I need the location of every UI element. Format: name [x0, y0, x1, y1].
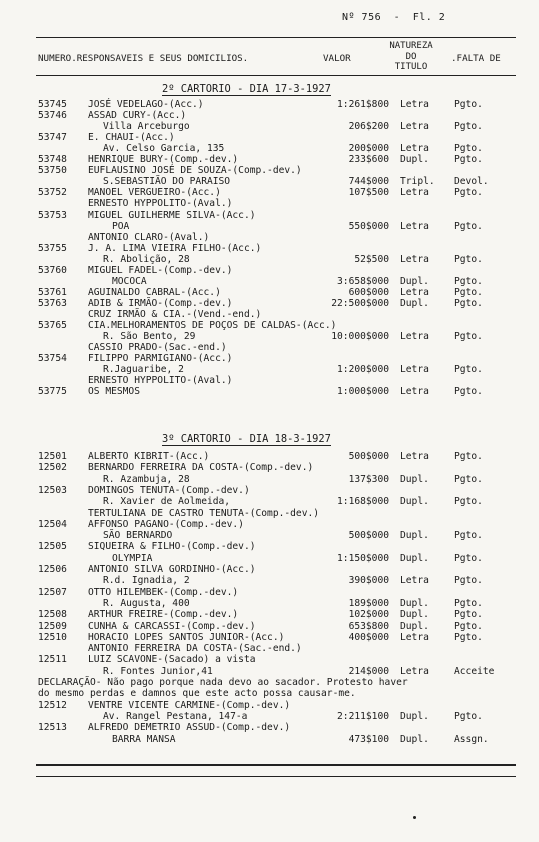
status-value: Pgto. [454, 121, 483, 133]
status-value: Pgto. [454, 99, 483, 110]
title-type: Letra [400, 631, 429, 643]
ledger-line [0, 485, 539, 496]
header-falta: .FALTA DE [451, 53, 501, 64]
responsible-party: JOSÉ VEDELAGO-(Acc.) [88, 99, 204, 110]
ledger-line [0, 331, 539, 342]
ledger-line [0, 198, 539, 209]
responsible-party: MIGUEL GUILHERME SILVA-(Acc.) [88, 209, 256, 221]
ledger-line [0, 519, 539, 530]
title-type: Letra [400, 99, 429, 110]
entry-number: 12504 [38, 518, 67, 530]
title-type: Letra [400, 451, 429, 462]
header-top-rule [36, 37, 516, 38]
amount-value: 107$500 [348, 187, 389, 199]
amount-value: 1:200$000 [337, 364, 389, 376]
entry-number: 12502 [38, 462, 67, 474]
responsible-party: ASSAD CURY-(Acc.) [88, 110, 187, 121]
status-value: Devol. [454, 176, 489, 188]
title-type: Letra [400, 331, 429, 343]
status-value: Pgto. [454, 331, 483, 343]
responsible-party: ALBERTO KIBRIT-(Acc.) [88, 451, 210, 462]
amount-value: 52$500 [354, 253, 389, 265]
title-type: Letra [400, 143, 429, 155]
page-number: Nº 756 [342, 12, 382, 23]
entry-number: 12506 [38, 564, 67, 575]
responsible-party: FILIPPO PARMIGIANO-(Acc.) [88, 353, 233, 365]
ledger-line [0, 621, 539, 632]
title-type: Dupl. [400, 297, 429, 309]
responsible-party: EUFLAUSINO JOSÉ DE SOUZA-(Comp.-dev.) [88, 165, 302, 177]
amount-value: 1:168$000 [337, 496, 389, 508]
declaration-text: do mesmo perdas e damnos que este acto possa causar-me. [38, 688, 356, 700]
responsible-party: ADIB & IRMÃO-(Comp.-dev.) [88, 297, 233, 309]
entry-number: 12512 [38, 699, 67, 711]
amount-value: 1:150$000 [337, 552, 389, 564]
ledger-line [0, 254, 539, 265]
responsible-party: ALFREDO DEMETRIO ASSUD-(Comp.-dev.) [88, 722, 291, 734]
ledger-line [0, 298, 539, 309]
footer-rule-2 [36, 776, 516, 777]
status-value: Pgto. [454, 220, 483, 232]
responsible-party: S.SEBASTIÃO DO PARAISO [103, 176, 231, 188]
responsible-party: OLYMPIA [112, 552, 153, 564]
ledger-line [0, 276, 539, 287]
ledger-line [0, 99, 539, 110]
footer-rule-1 [36, 764, 516, 766]
ledger-line [0, 353, 539, 364]
status-value: Pgto. [454, 609, 483, 621]
declaration-line [0, 677, 539, 688]
title-type: Letra [400, 364, 429, 376]
header-natureza-line-1: NATUREZA [389, 41, 433, 51]
amount-value: 1:000$000 [337, 386, 389, 398]
responsible-party: R. Azambuja, 28 [103, 473, 190, 485]
responsible-party: LUIZ SCAVONE-(Sacado) a vista [88, 654, 256, 666]
ledger-line [0, 587, 539, 598]
header-natureza-line-3: TITULO [394, 62, 428, 72]
title-type: Dupl. [400, 473, 429, 485]
ledger-line [0, 564, 539, 575]
title-type: Dupl. [400, 620, 429, 632]
ledger-line [0, 666, 539, 677]
ledger-line [0, 165, 539, 176]
ledger-line [0, 462, 539, 473]
status-value: Pgto. [454, 286, 483, 298]
ledger-line [0, 530, 539, 541]
ledger-line [0, 132, 539, 143]
responsible-party: AFFONSO PAGANO-(Comp.-dev.) [88, 518, 244, 530]
status-value: Pgto. [454, 530, 483, 542]
amount-value: 22:500$000 [331, 297, 389, 309]
ledger-line [0, 553, 539, 564]
entry-number: 53775 [38, 386, 67, 398]
responsible-party: TERTULIANA DE CASTRO TENUTA-(Comp.-dev.) [88, 507, 320, 519]
ledger-line [0, 309, 539, 320]
title-type: Letra [400, 220, 429, 232]
page-separator: - [393, 12, 401, 23]
ledger-line [0, 143, 539, 154]
header-natureza-line-2: DO [405, 51, 417, 62]
title-type: Dupl. [400, 154, 429, 166]
entry-number: 12501 [38, 451, 67, 462]
ledger-line [0, 364, 539, 375]
amount-value: 1:261$800 [337, 99, 389, 110]
status-value: Pgto. [454, 386, 483, 398]
status-value: Pgto. [454, 364, 483, 376]
status-value: Acceite [454, 665, 495, 677]
entry-number: 53765 [38, 320, 67, 331]
entry-number: 53746 [38, 110, 67, 121]
responsible-party: POA [112, 220, 130, 232]
header-valor: VALOR [323, 53, 351, 64]
title-type: Dupl. [400, 530, 429, 542]
ledger-line [0, 541, 539, 552]
header-natureza [382, 41, 440, 73]
entry-number: 53760 [38, 264, 67, 276]
amount-value: 206$200 [348, 121, 389, 133]
ledger-line [0, 575, 539, 586]
responsible-party: CRUZ IRMÃO & CIA.-(Vend.-end.) [88, 309, 262, 320]
title-type: Dupl. [400, 275, 429, 287]
amount-value: 400$000 [348, 631, 389, 643]
amount-value: 473$100 [348, 733, 389, 745]
amount-value: 744$000 [348, 176, 389, 188]
ledger-line [0, 243, 539, 254]
title-type: Letra [400, 253, 429, 265]
title-type: Dupl. [400, 733, 429, 745]
responsible-party: R. Xavier de Aolmeida, [103, 496, 231, 508]
status-value: Pgto. [454, 473, 483, 485]
responsible-party: R. Fontes Junior,41 [103, 665, 213, 677]
ledger-line [0, 176, 539, 187]
section-title-3-cartorio: 3º CARTORIO - DIA 18-3-1927 [162, 433, 331, 445]
responsible-party: HENRIQUE BURY-(Comp.-dev.) [88, 154, 239, 166]
amount-value: 390$000 [348, 575, 389, 587]
amount-value: 550$000 [348, 220, 389, 232]
responsible-party: MOCOCA [112, 275, 147, 287]
entry-number: 12505 [38, 541, 67, 553]
responsible-party: OS MESMOS [88, 386, 140, 398]
amount-value: 600$000 [348, 286, 389, 298]
amount-value: 200$000 [348, 143, 389, 155]
amount-value: 189$000 [348, 597, 389, 609]
entry-number: 53753 [38, 209, 67, 221]
entry-number: 53763 [38, 297, 67, 309]
responsible-party: CASSIO PRADO-(Sac.-end.) [88, 342, 227, 354]
responsible-party: R.d. Ignadia, 2 [103, 575, 190, 587]
responsible-party: OTTO HILEMBEK-(Comp.-dev.) [88, 586, 239, 598]
ledger-line [0, 154, 539, 165]
ledger-line [0, 265, 539, 276]
title-type: Letra [400, 575, 429, 587]
responsible-party: ANTONIO FERREIRA DA COSTA-(Sac.-end.) [88, 643, 302, 655]
entry-number: 12507 [38, 586, 67, 598]
entry-number: 12511 [38, 654, 67, 666]
header-responsaveis: NUMERO.RESPONSAVEIS E SEUS DOMICILIOS. [38, 53, 249, 64]
amount-value: 653$800 [348, 620, 389, 632]
entry-number: 53750 [38, 165, 67, 177]
responsible-party: R. São Bento, 29 [103, 331, 196, 343]
status-value: Pgto. [454, 620, 483, 632]
title-type: Letra [400, 286, 429, 298]
ledger-line [0, 210, 539, 221]
responsible-party: ANTONIO CLARO-(Aval.) [88, 231, 210, 243]
status-value: Pgto. [454, 552, 483, 564]
title-type: Dupl. [400, 552, 429, 564]
responsible-party: BARRA MANSA [112, 733, 176, 745]
amount-value: 233$600 [348, 154, 389, 166]
status-value: Pgto. [454, 143, 483, 155]
responsible-party: E. CHAUI-(Acc.) [88, 132, 175, 144]
status-value: Pgto. [454, 710, 483, 722]
ledger-line [0, 711, 539, 722]
status-value: Pgto. [454, 275, 483, 287]
responsible-party: SIQUEIRA & FILHO-(Comp.-dev.) [88, 541, 256, 553]
ledger-line [0, 632, 539, 643]
status-value: Pgto. [454, 187, 483, 199]
declaration-line [0, 688, 539, 699]
amount-value: 3:658$000 [337, 275, 389, 287]
page-reference [342, 12, 451, 23]
title-type: Dupl. [400, 710, 429, 722]
responsible-party: Villa Arceburgo [103, 121, 190, 133]
status-value: Pgto. [454, 154, 483, 166]
ledger-line [0, 508, 539, 519]
responsible-party: HORACIO LOPES SANTOS JUNIOR-(Acc.) [88, 631, 285, 643]
status-value: Pgto. [454, 597, 483, 609]
ledger-line [0, 734, 539, 745]
entry-number: 53755 [38, 242, 67, 254]
responsible-party: ERNESTO HYPPOLITO-(Aval.) [88, 198, 233, 210]
responsible-party: R. Augusta, 400 [103, 597, 190, 609]
ledger-line [0, 342, 539, 353]
status-value: Pgto. [454, 253, 483, 265]
entry-number: 12509 [38, 620, 67, 632]
responsible-party: DOMINGOS TENUTA-(Comp.-dev.) [88, 484, 250, 496]
responsible-party: ANTONIO SILVA GORDINHO-(Acc.) [88, 564, 256, 575]
ledger-line [0, 386, 539, 397]
declaration-text: DECLARAÇÃO- Não pago porque nada devo ao sacador. Protesto haver [38, 677, 408, 688]
status-value: Pgto. [454, 631, 483, 643]
section-title-2-cartorio: 2º CARTORIO - DIA 17-3-1927 [162, 83, 331, 95]
ledger-line [0, 232, 539, 243]
entry-number: 12513 [38, 722, 67, 734]
title-type: Tripl. [400, 176, 435, 188]
header-bottom-rule [36, 75, 516, 76]
responsible-party: VENTRE VICENTE CARMINE-(Comp.-dev.) [88, 699, 291, 711]
responsible-party: ARTHUR FREIRE-(Comp.-dev.) [88, 609, 239, 621]
status-value: Pgto. [454, 575, 483, 587]
status-value: Pgto. [454, 496, 483, 508]
entry-number: 53761 [38, 286, 67, 298]
responsible-party: R.Jaguaribe, 2 [103, 364, 184, 376]
title-type: Letra [400, 187, 429, 199]
entry-number: 12503 [38, 484, 67, 496]
ledger-line [0, 451, 539, 462]
responsible-party: J. A. LIMA VIEIRA FILHO-(Acc.) [88, 242, 262, 254]
title-type: Letra [400, 121, 429, 133]
title-type: Dupl. [400, 609, 429, 621]
ledger-line [0, 722, 539, 733]
ledger-line [0, 221, 539, 232]
amount-value: 137$300 [348, 473, 389, 485]
sheet-number: Fl. 2 [412, 12, 446, 23]
ledger-line [0, 700, 539, 711]
responsible-party: CUNHA & CARCASSI-(Comp.-dev.) [88, 620, 256, 632]
responsible-party: SÃO BERNARDO [103, 530, 173, 542]
responsible-party: Av. Rangel Pestana, 147-a [103, 710, 248, 722]
ledger-line [0, 474, 539, 485]
responsible-party: Av. Celso Garcia, 135 [103, 143, 225, 155]
ink-dot [413, 816, 416, 819]
ledger-line [0, 110, 539, 121]
title-type: Dupl. [400, 597, 429, 609]
amount-value: 2:211$100 [337, 710, 389, 722]
ledger-line [0, 287, 539, 298]
amount-value: 102$000 [348, 609, 389, 621]
responsible-party: BERNARDO FERREIRA DA COSTA-(Comp.-dev.) [88, 462, 314, 474]
ledger-line [0, 598, 539, 609]
entry-number: 53754 [38, 353, 67, 365]
responsible-party: MANOEL VERGUEIRO-(Acc.) [88, 187, 221, 199]
responsible-party: CIA.MELHORAMENTOS DE POÇOS DE CALDAS-(Acc.) [88, 320, 337, 331]
ledger-line [0, 187, 539, 198]
responsible-party: R. Abolição, 28 [103, 253, 190, 265]
entry-number: 12508 [38, 609, 67, 621]
title-type: Letra [400, 386, 429, 398]
ledger-line [0, 496, 539, 507]
entry-number: 53745 [38, 99, 67, 110]
entry-number: 53752 [38, 187, 67, 199]
status-value: Pgto. [454, 297, 483, 309]
title-type: Letra [400, 665, 429, 677]
amount-value: 500$000 [348, 530, 389, 542]
entry-number: 53748 [38, 154, 67, 166]
responsible-party: AGUINALDO CABRAL-(Acc.) [88, 286, 221, 298]
ledger-line [0, 609, 539, 620]
entry-number: 12510 [38, 631, 67, 643]
title-type: Dupl. [400, 496, 429, 508]
ledger-line [0, 375, 539, 386]
ledger-line [0, 654, 539, 665]
ledger-line [0, 320, 539, 331]
responsible-party: ERNESTO HYPPOLITO-(Aval.) [88, 375, 233, 387]
amount-value: 500$000 [348, 451, 389, 462]
status-value: Assgn. [454, 733, 489, 745]
amount-value: 214$000 [348, 665, 389, 677]
responsible-party: MIGUEL FADEL-(Comp.-dev.) [88, 264, 233, 276]
amount-value: 10:000$000 [331, 331, 389, 343]
ledger-line [0, 121, 539, 132]
entry-number: 53747 [38, 132, 67, 144]
ledger-line [0, 643, 539, 654]
status-value: Pgto. [454, 451, 483, 462]
